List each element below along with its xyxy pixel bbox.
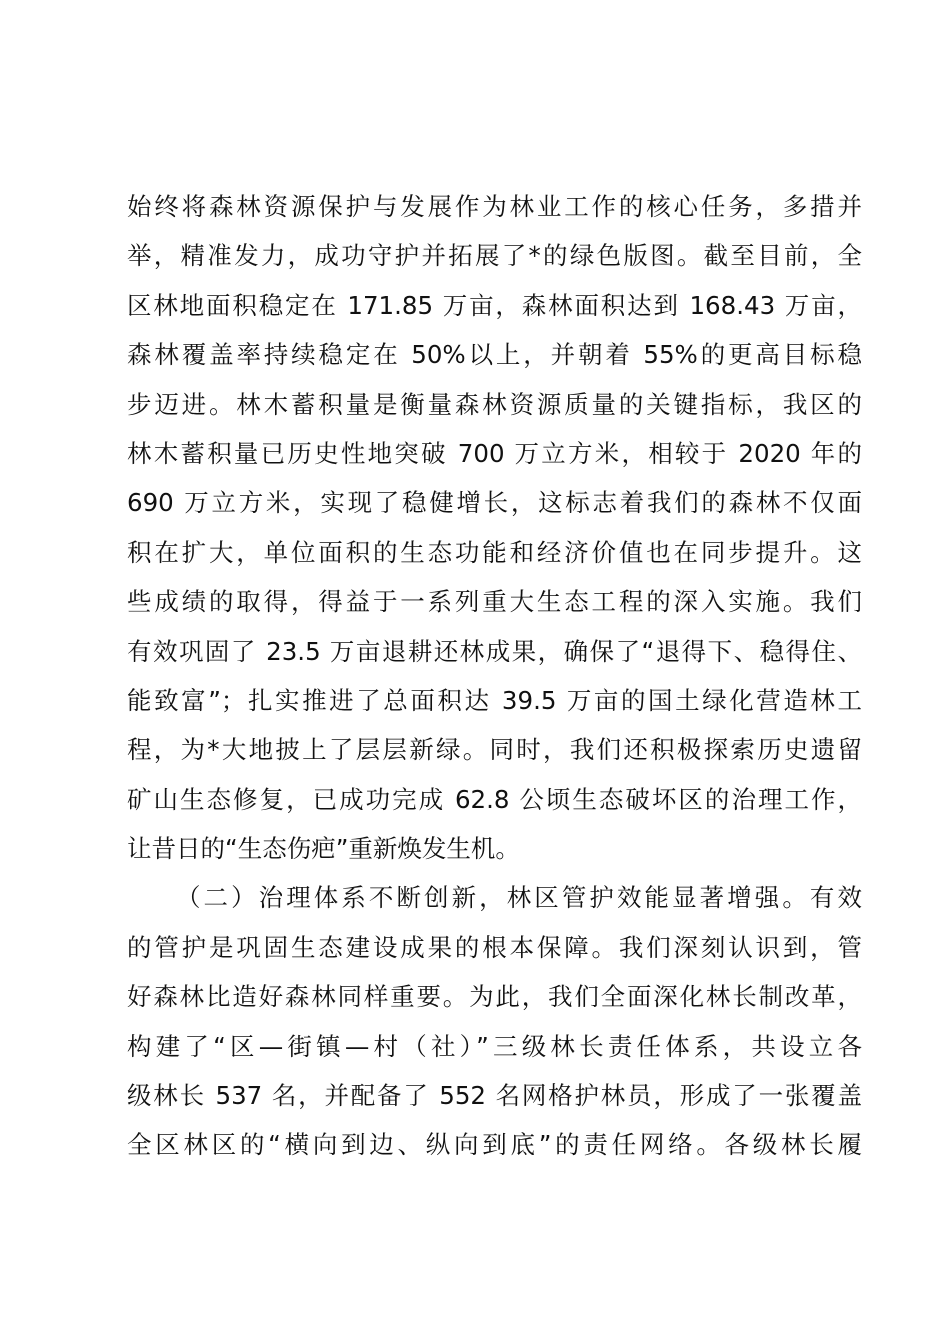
paragraph-2 (127, 873, 862, 1169)
text-line: 690 万立方米，实现了稳健增长，这标志着我们的森林不仅面 (127, 488, 862, 518)
text-line: 全区林区的“横向到边、纵向到底”的责任网络。各级林长履 (127, 1130, 862, 1160)
text-line: 构建了“区—街镇—村（社）”三级林长责任体系，共设立各 (127, 1031, 862, 1061)
text-line: 区林地面积稳定在 171.85 万亩，森林面积达到 168.43 万亩， (127, 290, 862, 320)
paragraph-1 (127, 182, 862, 873)
text-line: 程，为*大地披上了层层新绿。同时，我们还积极探索历史遗留 (127, 735, 862, 765)
text-line: 举，精准发力，成功守护并拓展了*的绿色版图。截至目前，全 (127, 241, 862, 271)
text-line: 有效巩固了 23.5 万亩退耕还林成果，确保了“退得下、稳得住、 (127, 636, 862, 666)
text-line: 让昔日的“生态伤疤”重新焕发生机。 (127, 834, 520, 864)
text-line: 始终将森林资源保护与发展作为林业工作的核心任务，多措并 (127, 192, 862, 221)
document-body (127, 182, 862, 1170)
text-line: 森林覆盖率持续稳定在 50%以上，并朝着 55%的更高目标稳 (127, 340, 862, 370)
text-line: 林木蓄积量已历史性地突破 700 万立方米，相较于 2020 年的 (127, 438, 862, 468)
text-line: 级林长 537 名，并配备了 552 名网格护林员，形成了一张覆盖 (127, 1081, 862, 1111)
text-line: 好森林比造好森林同样重要。为此，我们全面深化林长制改革， (127, 982, 862, 1012)
section-heading-line: （二）治理体系不断创新，林区管护效能显著增强。有效 (176, 883, 862, 913)
text-line: 积在扩大，单位面积的生态功能和经济价值也在同步提升。这 (127, 537, 862, 567)
text-line: 能致富”；扎实推进了总面积达 39.5 万亩的国土绿化营造林工 (127, 685, 862, 715)
text-line: 些成绩的取得，得益于一系列重大生态工程的深入实施。我们 (127, 587, 862, 617)
text-line: 步迈进。林木蓄积量是衡量森林资源质量的关键指标，我区的 (127, 389, 862, 419)
text-line: 的管护是巩固生态建设成果的根本保障。我们深刻认识到，管 (127, 932, 862, 962)
text-line: 矿山生态修复，已成功完成 62.8 公顷生态破坏区的治理工作， (127, 784, 862, 814)
